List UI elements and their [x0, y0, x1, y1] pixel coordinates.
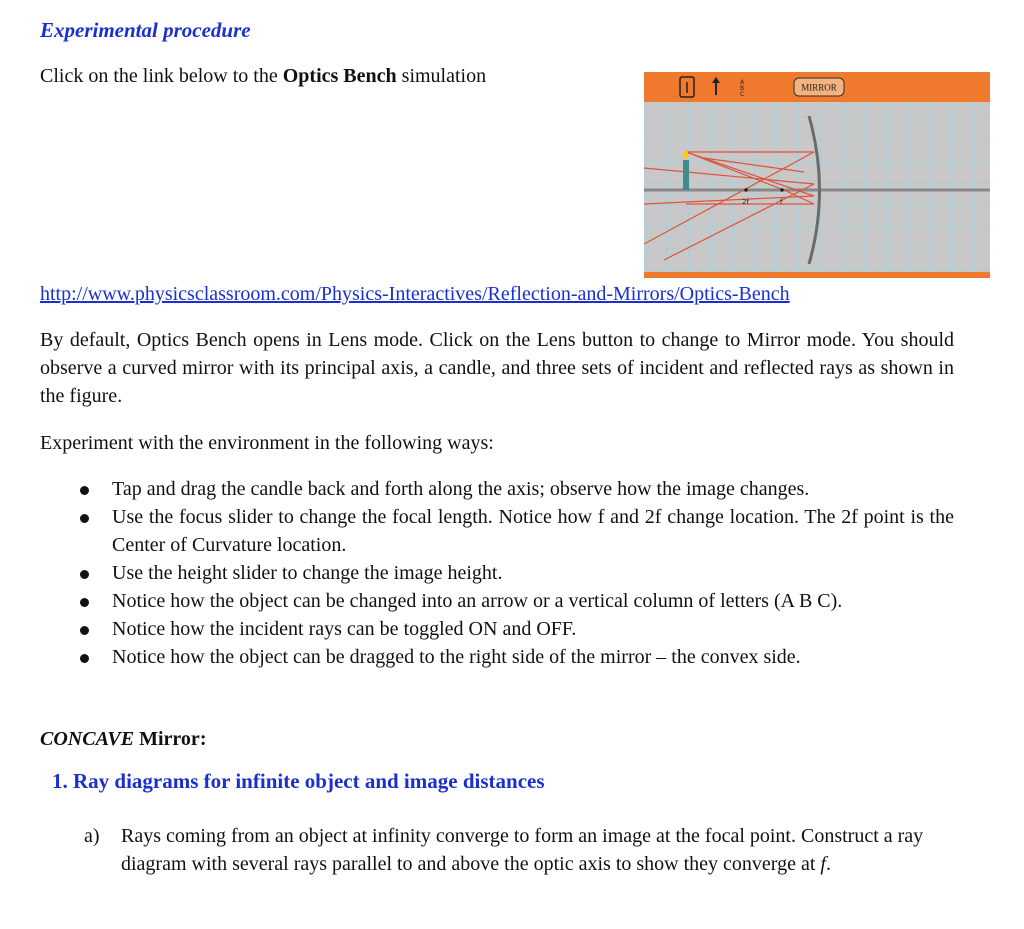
item-a-end: . — [825, 853, 831, 875]
list-item — [40, 559, 954, 587]
sim-grid-lines — [644, 102, 990, 272]
intro-bold: Optics Bench — [282, 65, 397, 87]
bullet-dot — [80, 598, 89, 607]
item-a-text — [121, 822, 931, 878]
list-item-text: Use the focus slider to change the focal length. Notice how f and 2f change location. The 2f point is the Center of Curvature location. — [112, 506, 954, 556]
section-heading: Experimental procedure — [40, 18, 251, 42]
default-mode-paragraph: By default, Optics Bench opens in Lens mode. Click on the Lens button to change to Mirror mode. You should observe a curved mirror with its principal axis, a candle, and three sets of incident and reflected rays as shown in the figure. — [40, 329, 954, 407]
list-item — [40, 587, 954, 615]
candle-object[interactable] — [683, 151, 689, 190]
svg-text:B: B — [740, 85, 745, 92]
intro-prefix: Click on the link below to the — [40, 65, 283, 87]
bullet-dot — [80, 486, 89, 495]
link-line — [40, 283, 790, 306]
svg-text:A: A — [740, 79, 745, 86]
experiment-intro: Experiment with the environment in the following ways: — [40, 432, 494, 454]
center-of-curvature-dot — [744, 188, 748, 192]
section-1-title: 1. Ray diagrams for infinite object and image distances — [52, 769, 545, 793]
sim-bottom-bar — [644, 272, 990, 278]
list-item-text: Notice how the incident rays can be toggled ON and OFF. — [112, 618, 577, 640]
list-item — [40, 503, 954, 559]
item-a-marker: a) — [84, 825, 100, 847]
list-item-text: Use the height slider to change the image height. — [112, 562, 503, 584]
list-item — [40, 475, 954, 503]
mirror-button[interactable] — [794, 78, 844, 96]
list-item-text: Notice how the object can be dragged to the right side of the mirror – the convex side. — [112, 646, 801, 668]
label-f: f — [780, 198, 783, 206]
label-2f: 2f — [742, 198, 749, 206]
optics-bench-svg — [644, 72, 990, 278]
optics-bench-figure — [644, 72, 990, 278]
concave-mirror-heading — [40, 725, 206, 753]
item-a-f: f — [820, 853, 826, 875]
concave-rest: Mirror: — [134, 728, 207, 750]
bullet-dot — [80, 570, 89, 579]
svg-text:C: C — [740, 91, 745, 98]
optics-bench-link[interactable]: http://www.physicsclassroom.com/Physics-Interactives/Reflection-and-Mirrors/Optics-Bench — [40, 283, 790, 305]
list-item-text: Notice how the object can be changed into an arrow or a vertical column of letters (A B C). — [112, 590, 843, 612]
bullet-dot — [80, 514, 89, 523]
concave-italic: CONCAVE — [40, 728, 135, 750]
mirror-button-label: MIRROR — [801, 82, 837, 93]
bullet-dot — [80, 654, 89, 663]
item-a-body: Rays coming from an object at infinity converge to form an image at the focal point. Construct a ray diagram with several rays parallel to and above the optic axis to show they converge at — [121, 825, 924, 875]
list-item-text: Tap and drag the candle back and forth along the axis; observe how the image changes. — [112, 478, 810, 500]
experiment-list — [40, 475, 954, 671]
list-item — [40, 643, 954, 671]
list-item — [40, 615, 954, 643]
bullet-dot — [80, 626, 89, 635]
focal-point-dot — [780, 188, 784, 192]
intro-text — [40, 62, 486, 90]
intro-suffix: simulation — [396, 65, 487, 87]
